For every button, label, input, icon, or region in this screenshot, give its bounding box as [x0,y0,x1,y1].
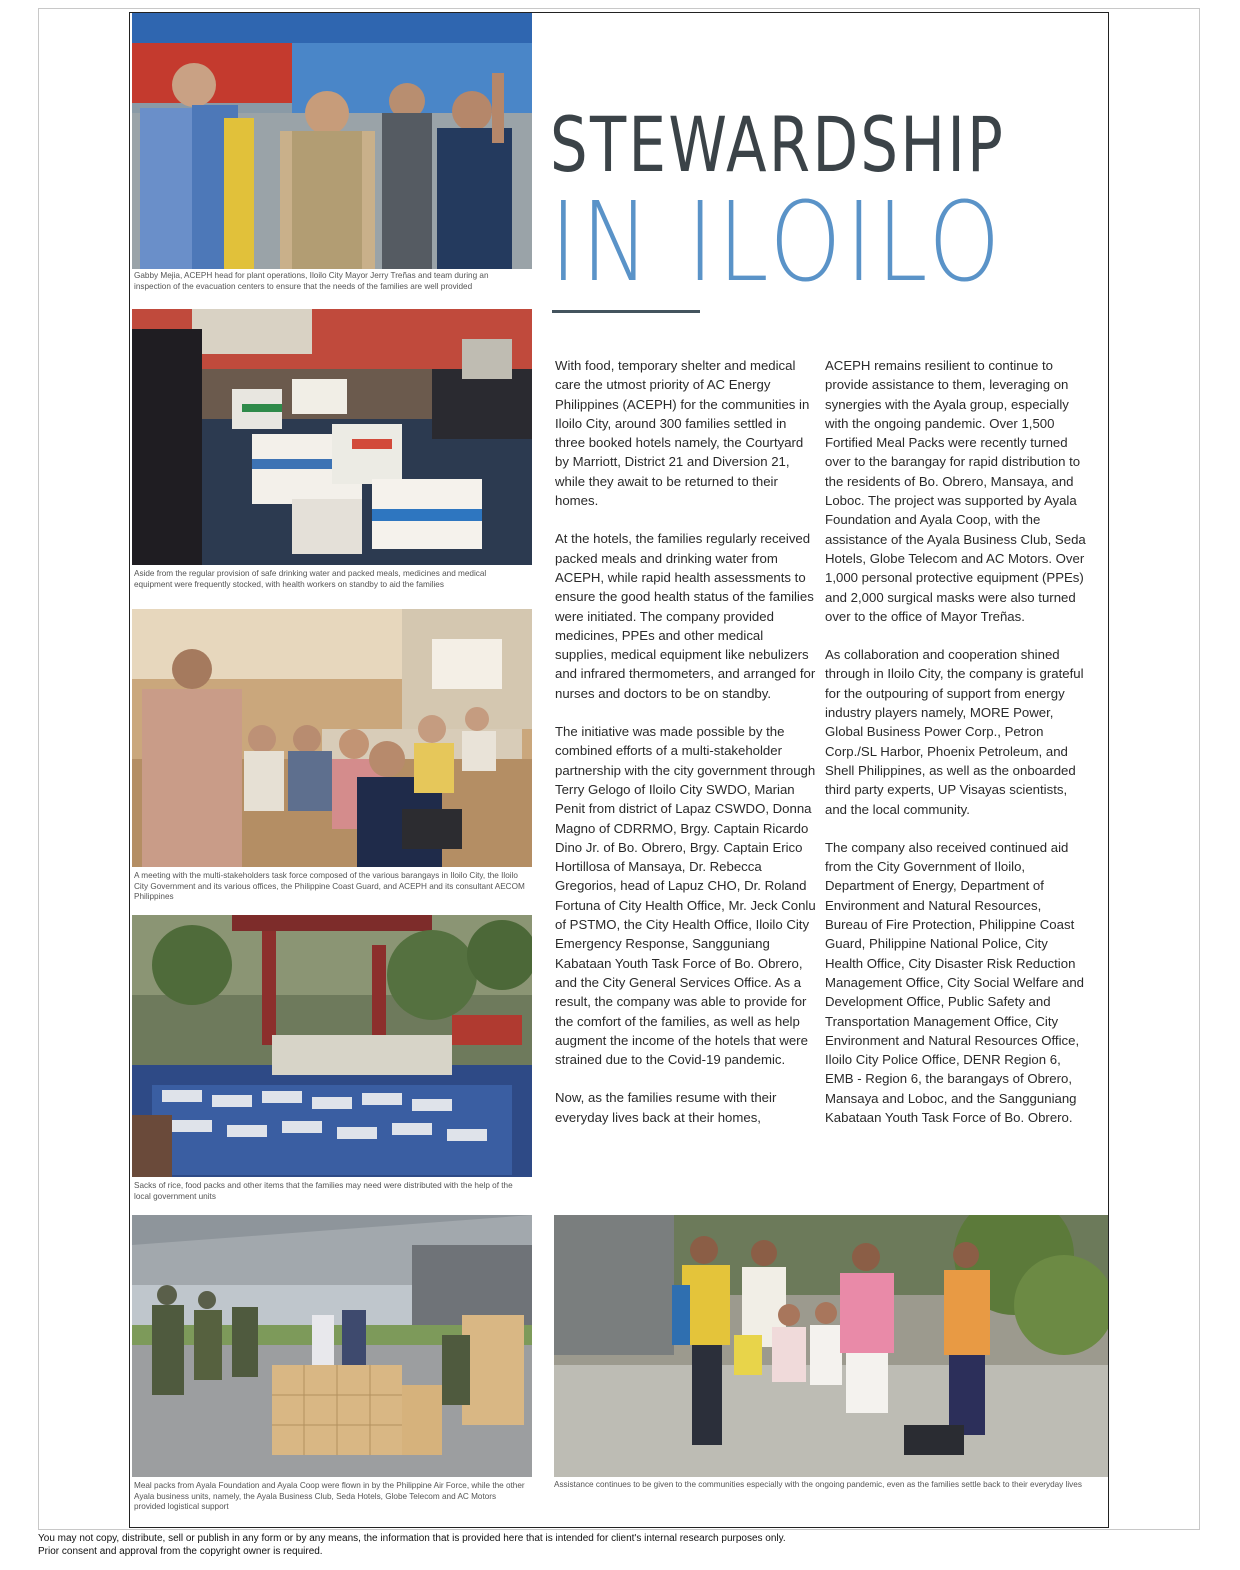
photo-families [554,1215,1109,1477]
photo-air-force [132,1215,532,1477]
headline-rule [552,310,700,313]
body-column-2 [825,356,1087,1146]
caption-photo-inspection: Gabby Mejia, ACEPH head for plant operations, Iloilo City Mayor Jerry Treñas and team during an inspection of the evacuation centers to ensure that the needs of the families are well provided [134,271,489,291]
caption-photo-families: Assistance continues to be given to the communities especially with the ongoing pandemic, even as the families settle back to their everyday lives [554,1480,1082,1489]
caption-photo-rice-sacks: Sacks of rice, food packs and other items that the families may need were distributed with the help of the local government units [134,1181,513,1201]
paragraph: As collaboration and cooperation shined through in Iloilo City, the company is grateful for the outpouring of support from energy industry players namely, MORE Power, Global Business Power Corp., Petron Corp./SL Harbor, Phoenix Petroleum, and Shell Philippines, as well as the onboarded third party experts, UP Visayas scientists, and the local community. [825,647,1084,817]
footer-line-1: You may not copy, distribute, sell or publish in any form or by any means, the information that is provided here that is intended for client's internal research purposes only. [38,1533,786,1544]
headline [550,100,1109,306]
paragraph: ACEPH remains resilient to continue to provide assistance to them, leveraging on synergies with the Ayala group, especially with the ongoing pandemic. Over 1,500 Fortified Meal Packs were recently turned over to the barangay for rapid distribution to the residents of Bo. Obrero, Mansaya, and Loboc. The project was supported by Ayala Foundation and Ayala Coop, with the assistance of the Ayala Business Club, Seda Hotels, Globe Telecom and AC Motors. Over 1,000 personal protective equipment (PPEs) and 2,000 surgical masks were also turned over to the office of Mayor Treñas. [825,358,1086,624]
copyright-footer [38,1533,786,1558]
paragraph: With food, temporary shelter and medical care the utmost priority of AC Energy Philippines (ACEPH) for the communities in Iloilo City, around 300 families settled in three booked hotels namely, the Courtyard by Marriott, District 21 and Diversion 21, while they await to be returned to their homes. [555,358,810,509]
body-column-1 [555,356,817,1146]
paragraph: The initiative was made possible by the combined efforts of a multi-stakeholder partnership with the city government through Terry Gelogo of Iloilo City SWDO, Marian Penit from district of Lapaz CSWDO, Donna Magno of CDRRMO, Brgy. Captain Ricardo Dino Jr. of Bo. Obrero, Brgy. Captain Erico Hortillosa of Mansaya, Dr. Rebecca Gregorios, head of Lapuz CHO, Dr. Roland Fortuna of City Health Office, Mr. Jeck Conlu of PSTMO, the City Health Office, Iloilo City Emergency Response, Sangguniang Kabataan Youth Task Force of Bo. Obrero, and the City General Services Office. As a result, the company was able to provide for the comfort of the families, as well as help augment the income of the hotels that were strained due to the Covid-19 pandemic. [555,724,816,1068]
magazine-page [129,12,1109,1528]
photo-meeting [132,609,532,867]
headline-line-2: IN ILOILO [550,178,1005,306]
photo-inspection [132,13,532,269]
photo-rice-sacks [132,915,532,1177]
caption-photo-meeting: A meeting with the multi-stakeholders task force composed of the various barangays in Iloilo City, the Iloilo City Government and its various offices, the Philippine Coast Guard, and ACEPH and its consultant AECOM Philippines [134,871,525,901]
paragraph: The company also received continued aid from the City Government of Iloilo, Department of Energy, Department of Environment and Natural Resources, Bureau of Fire Protection, Philippine Coast Guard, Philippine National Police, City Health Office, City Disaster Risk Reduction Management Office, City Social Welfare and Development Office, Public Safety and Transportation Management Office, City Environment and Natural Resources Office, Iloilo City Police Office, DENR Region 6, EMB - Region 6, the barangays of Obrero, Mansaya and Loboc, and the Sangguniang Kabataan Youth Task Force of Bo. Obrero. [825,839,1084,1125]
footer-line-2: Prior consent and approval from the copyright owner is required. [38,1545,323,1557]
caption-photo-air-force: Meal packs from Ayala Foundation and Ayala Coop were flown in by the Philippine Air Force, while the other Ayala business units, namely, the Ayala Business Club, Seda Hotels, Globe Telecom and AC Motors provided logistical support [134,1481,525,1511]
paragraph: Now, as the families resume with their everyday lives back at their homes, [555,1090,777,1125]
headline-line-1: STEWARDSHIP [550,100,1006,189]
paragraph: At the hotels, the families regularly received packed meals and drinking water from ACEPH, while rapid health assessments to ensure the good health status of the families were initiated. The company provided medicines, PPEs and other medical supplies, medical equipment like nebulizers and infrared thermometers, and arranged for nurses and doctors to be on standby. [555,531,816,701]
photo-medicines [132,309,532,565]
caption-photo-medicines: Aside from the regular provision of safe drinking water and packed meals, medicines and medical equipment were frequently stocked, with health workers on standby to aid the families [134,569,487,589]
